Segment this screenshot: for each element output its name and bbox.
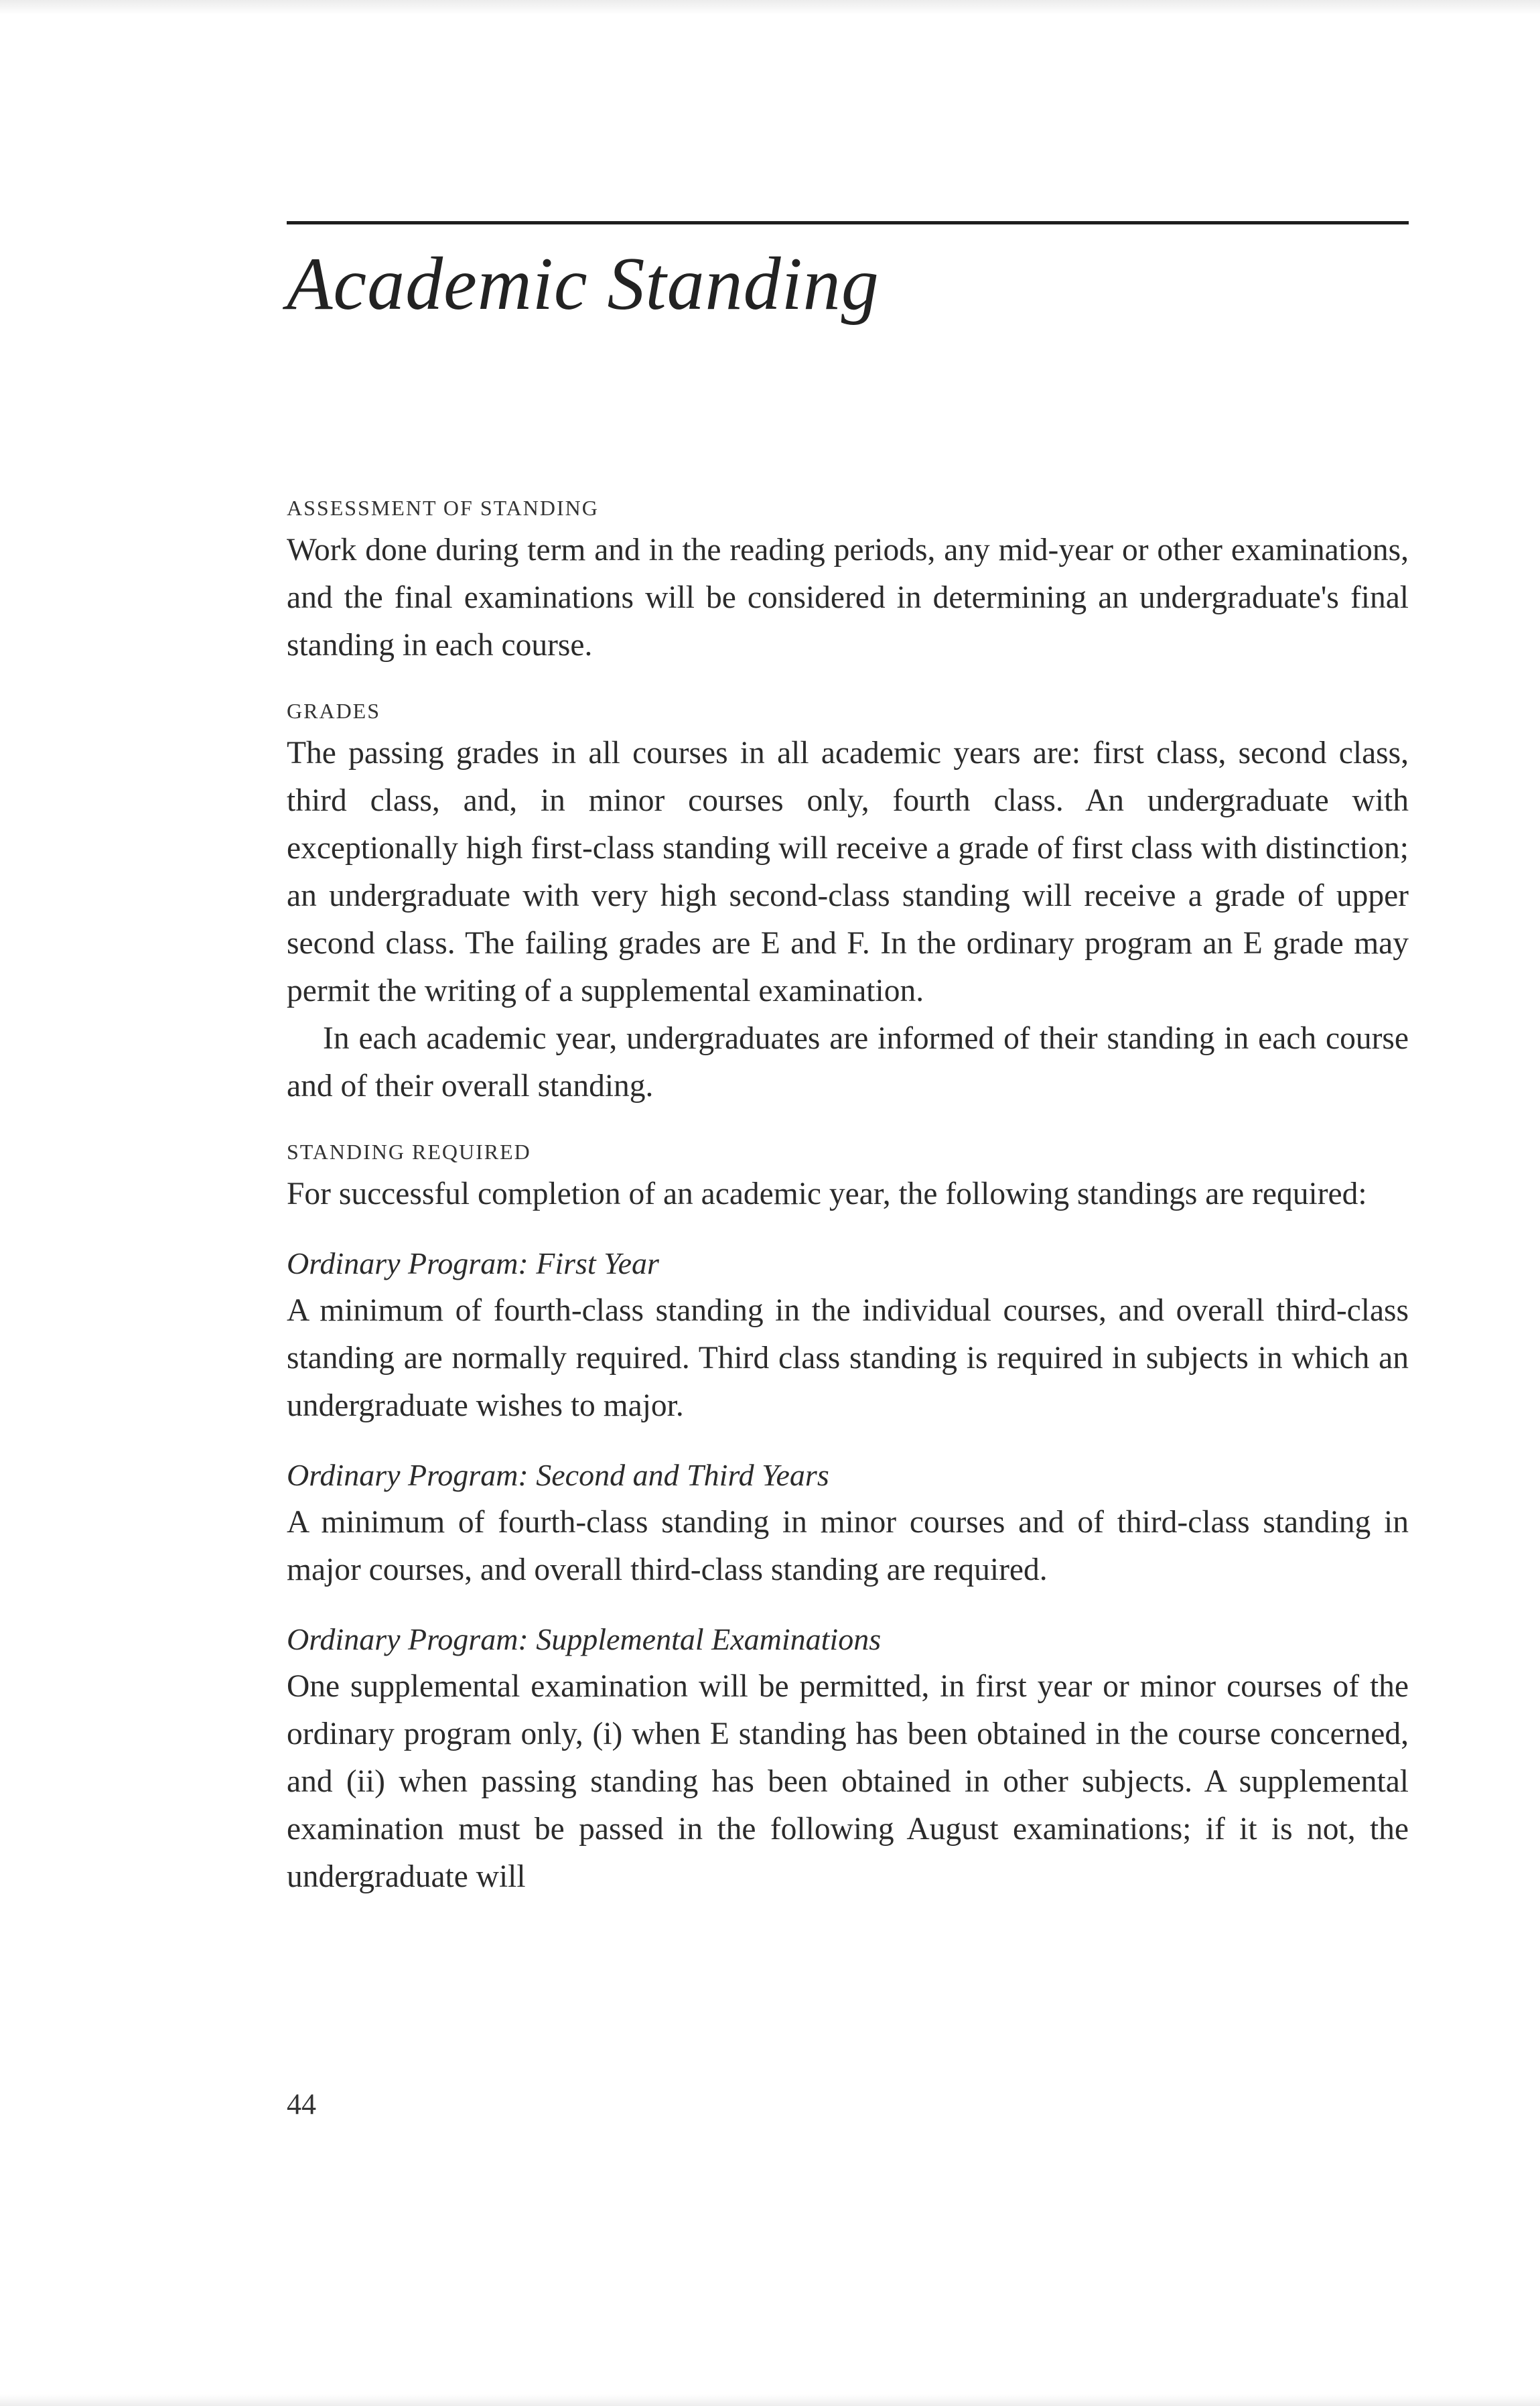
paragraph-supplemental: One supplemental examination will be permitted, in first year or minor courses of the ordinary program only, (i) when E standing has been obtained in the course concerned, and (ii) when passing standing has been obtained in other subjects. A supplemental examination must be passed in the following August examinations; if it is not, the undergraduate will xyxy=(287,1669,1409,1894)
subheading-supplemental: Ordinary Program: Supplemental Examinations xyxy=(287,1622,882,1656)
section-heading-grades: GRADES xyxy=(287,699,381,723)
paragraph-grades-1: The passing grades in all courses in all academic years are: first class, second class, third class, and, in minor courses only, fourth class. An undergraduate with exceptionally high first-class standing will receive a grade of first class with distinction; an undergraduate with very high second-class standing will receive a grade of upper second class. The failing grades are E and F. In the ordinary program an E grade may permit the writing of a supplemental examination. xyxy=(287,736,1409,1008)
paragraph-second-third-years: A minimum of fourth-class standing in minor courses and of third-class standing in major courses, and overall third-class standing are required. xyxy=(287,1505,1409,1587)
scan-top-edge xyxy=(0,0,1540,15)
paragraph-assessment: Work done during term and in the reading periods, any mid-year or other examinations, and the final examinations will be considered in determining an undergraduate's final standing in each course. xyxy=(287,533,1409,663)
section-assessment xyxy=(287,489,1409,669)
section-heading-assessment: ASSESSMENT OF STANDING xyxy=(287,496,599,520)
paragraph-grades-2: In each academic year, undergraduates are informed of their standing in each course and of their overall standing. xyxy=(287,1021,1409,1104)
title-rule xyxy=(287,221,1409,224)
spacer xyxy=(287,1594,1409,1615)
chapter-title: Academic Standing xyxy=(287,243,880,326)
section-grades xyxy=(287,692,1409,1110)
paragraph-first-year: A minimum of fourth-class standing in the individual courses, and overall third-class standing are normally required. Third class standing is required in subjects in which an undergraduate wishes to major. xyxy=(287,1293,1409,1423)
paragraph-standing-intro: For successful completion of an academic year, the following standings are required: xyxy=(287,1177,1367,1211)
spacer xyxy=(287,1110,1409,1133)
section-standing-required xyxy=(287,1133,1409,1901)
page-number: 44 xyxy=(287,2088,316,2121)
spacer xyxy=(287,1430,1409,1451)
subheading-second-third-years: Ordinary Program: Second and Third Years xyxy=(287,1458,829,1492)
subheading-first-year: Ordinary Program: First Year xyxy=(287,1246,659,1280)
section-heading-standing-required: STANDING REQUIRED xyxy=(287,1140,531,1164)
document-page xyxy=(287,221,1409,1894)
spacer xyxy=(287,669,1409,692)
page-content xyxy=(287,489,1409,1901)
scan-bottom-edge xyxy=(0,2394,1540,2406)
spacer xyxy=(287,1218,1409,1240)
